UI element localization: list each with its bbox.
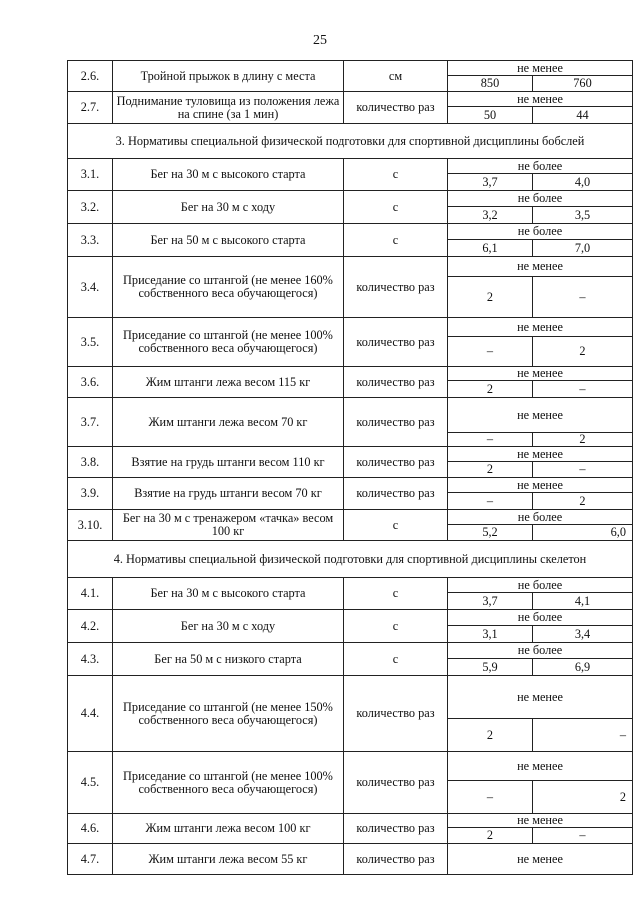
table-row xyxy=(68,257,633,277)
exercise-name: Бег на 50 м с низкого старта xyxy=(113,643,344,676)
row-number: 3.7. xyxy=(68,398,113,447)
condition: не менее xyxy=(448,318,633,337)
value-2: 7,0 xyxy=(533,240,633,257)
exercise-name: Жим штанги лежа весом 115 кг xyxy=(113,367,344,398)
value-1: 3,2 xyxy=(448,207,533,224)
value-1: 3,7 xyxy=(448,174,533,191)
section-heading: 3. Нормативы специальной физической подготовки для спортивной дисциплины бобслей xyxy=(68,124,633,159)
unit: количество раз xyxy=(344,367,448,398)
exercise-name: Жим штанги лежа весом 55 кг xyxy=(113,844,344,875)
value-1: – xyxy=(448,781,533,814)
row-number: 3.3. xyxy=(68,224,113,257)
value-1: 2 xyxy=(448,828,533,844)
unit: с xyxy=(344,159,448,191)
row-number: 4.3. xyxy=(68,643,113,676)
value-1: 2 xyxy=(448,277,533,318)
condition: не более xyxy=(448,224,633,240)
value-1: 5,2 xyxy=(448,525,533,541)
table-row xyxy=(68,447,633,462)
table-row xyxy=(68,367,633,381)
row-number: 3.4. xyxy=(68,257,113,318)
unit: количество раз xyxy=(344,844,448,875)
exercise-name: Приседание со штангой (не менее 100% собственного веса обучающегося) xyxy=(113,318,344,367)
exercise-name: Приседание со штангой (не менее 100% собственного веса обучающегося) xyxy=(113,752,344,814)
condition: не более xyxy=(448,159,633,174)
condition: не менее xyxy=(448,61,633,76)
unit: с xyxy=(344,643,448,676)
value-1: – xyxy=(448,493,533,510)
condition: не менее xyxy=(448,752,633,781)
unit: с xyxy=(344,224,448,257)
condition: не менее xyxy=(448,367,633,381)
exercise-name: Взятие на грудь штанги весом 110 кг xyxy=(113,447,344,478)
condition: не менее xyxy=(448,92,633,107)
table-row xyxy=(68,318,633,337)
table-row xyxy=(68,224,633,240)
unit: количество раз xyxy=(344,478,448,510)
row-number: 2.6. xyxy=(68,61,113,92)
value-1: 2 xyxy=(448,719,533,752)
unit: количество раз xyxy=(344,814,448,844)
value-1: 6,1 xyxy=(448,240,533,257)
table-row xyxy=(68,676,633,719)
value-1: – xyxy=(448,337,533,367)
unit: количество раз xyxy=(344,257,448,318)
value-2: 4,1 xyxy=(533,593,633,610)
value-1: 2 xyxy=(448,381,533,398)
value-2: 4,0 xyxy=(533,174,633,191)
exercise-name: Приседание со штангой (не менее 150% собственного веса обучающегося) xyxy=(113,676,344,752)
unit: количество раз xyxy=(344,92,448,124)
row-number: 4.4. xyxy=(68,676,113,752)
table-row xyxy=(68,61,633,76)
condition: не менее xyxy=(448,814,633,828)
unit: см xyxy=(344,61,448,92)
table-row xyxy=(68,478,633,493)
table-row xyxy=(68,814,633,828)
value-2: 6,9 xyxy=(533,659,633,676)
section-row xyxy=(68,541,633,578)
value-1: 2 xyxy=(448,462,533,478)
value-2: 2 xyxy=(533,337,633,367)
value-1: 50 xyxy=(448,107,533,124)
condition: не менее xyxy=(448,478,633,493)
condition: не более xyxy=(448,643,633,659)
unit: количество раз xyxy=(344,676,448,752)
value-2: – xyxy=(533,381,633,398)
exercise-name: Поднимание туловища из положения лежа на спине (за 1 мин) xyxy=(113,92,344,124)
row-number: 4.5. xyxy=(68,752,113,814)
row-number: 4.1. xyxy=(68,578,113,610)
value-2: 2 xyxy=(533,433,633,447)
condition: не более xyxy=(448,610,633,626)
unit: с xyxy=(344,578,448,610)
exercise-name: Бег на 30 м с тренажером «тачка» весом 100 кг xyxy=(113,510,344,541)
exercise-name: Бег на 30 м с ходу xyxy=(113,191,344,224)
unit: количество раз xyxy=(344,447,448,478)
value-2: – xyxy=(533,462,633,478)
condition: не менее xyxy=(448,676,633,719)
exercise-name: Жим штанги лежа весом 100 кг xyxy=(113,814,344,844)
table-row xyxy=(68,752,633,781)
table-row xyxy=(68,844,633,875)
value-2: – xyxy=(533,719,633,752)
row-number: 3.2. xyxy=(68,191,113,224)
norms-table xyxy=(67,60,633,875)
value-2: 2 xyxy=(533,781,633,814)
table-row xyxy=(68,191,633,207)
table-row xyxy=(68,510,633,525)
value-1: 3,7 xyxy=(448,593,533,610)
row-number: 4.6. xyxy=(68,814,113,844)
value-1: 5,9 xyxy=(448,659,533,676)
value-2: 2 xyxy=(533,493,633,510)
table-row xyxy=(68,159,633,174)
exercise-name: Взятие на грудь штанги весом 70 кг xyxy=(113,478,344,510)
condition: не менее xyxy=(448,844,633,875)
value-2: 3,5 xyxy=(533,207,633,224)
unit: с xyxy=(344,191,448,224)
value-1: 3,1 xyxy=(448,626,533,643)
table-row xyxy=(68,643,633,659)
row-number: 3.1. xyxy=(68,159,113,191)
row-number: 4.7. xyxy=(68,844,113,875)
row-number: 3.5. xyxy=(68,318,113,367)
row-number: 4.2. xyxy=(68,610,113,643)
section-row xyxy=(68,124,633,159)
row-number: 3.6. xyxy=(68,367,113,398)
condition: не менее xyxy=(448,257,633,277)
row-number: 3.8. xyxy=(68,447,113,478)
table-row xyxy=(68,578,633,593)
page-number: 25 xyxy=(313,33,327,48)
exercise-name: Тройной прыжок в длину с места xyxy=(113,61,344,92)
condition: не менее xyxy=(448,398,633,433)
section-heading: 4. Нормативы специальной физической подготовки для спортивной дисциплины скелетон xyxy=(68,541,633,578)
condition: не более xyxy=(448,510,633,525)
unit: количество раз xyxy=(344,398,448,447)
row-number: 3.9. xyxy=(68,478,113,510)
condition: не менее xyxy=(448,447,633,462)
table-row xyxy=(68,610,633,626)
value-2: – xyxy=(533,828,633,844)
unit: с xyxy=(344,610,448,643)
unit: количество раз xyxy=(344,318,448,367)
exercise-name: Жим штанги лежа весом 70 кг xyxy=(113,398,344,447)
exercise-name: Бег на 50 м с высокого старта xyxy=(113,224,344,257)
condition: не более xyxy=(448,578,633,593)
value-2: – xyxy=(533,277,633,318)
exercise-name: Бег на 30 м с высокого старта xyxy=(113,159,344,191)
exercise-name: Бег на 30 м с ходу xyxy=(113,610,344,643)
unit: количество раз xyxy=(344,752,448,814)
exercise-name: Приседание со штангой (не менее 160% собственного веса обучающегося) xyxy=(113,257,344,318)
value-2: 6,0 xyxy=(533,525,633,541)
value-1: 850 xyxy=(448,76,533,92)
table-row xyxy=(68,398,633,433)
value-1: – xyxy=(448,433,533,447)
exercise-name: Бег на 30 м с высокого старта xyxy=(113,578,344,610)
row-number: 3.10. xyxy=(68,510,113,541)
value-2: 760 xyxy=(533,76,633,92)
value-2: 3,4 xyxy=(533,626,633,643)
row-number: 2.7. xyxy=(68,92,113,124)
unit: с xyxy=(344,510,448,541)
table-row xyxy=(68,92,633,107)
value-2: 44 xyxy=(533,107,633,124)
condition: не более xyxy=(448,191,633,207)
